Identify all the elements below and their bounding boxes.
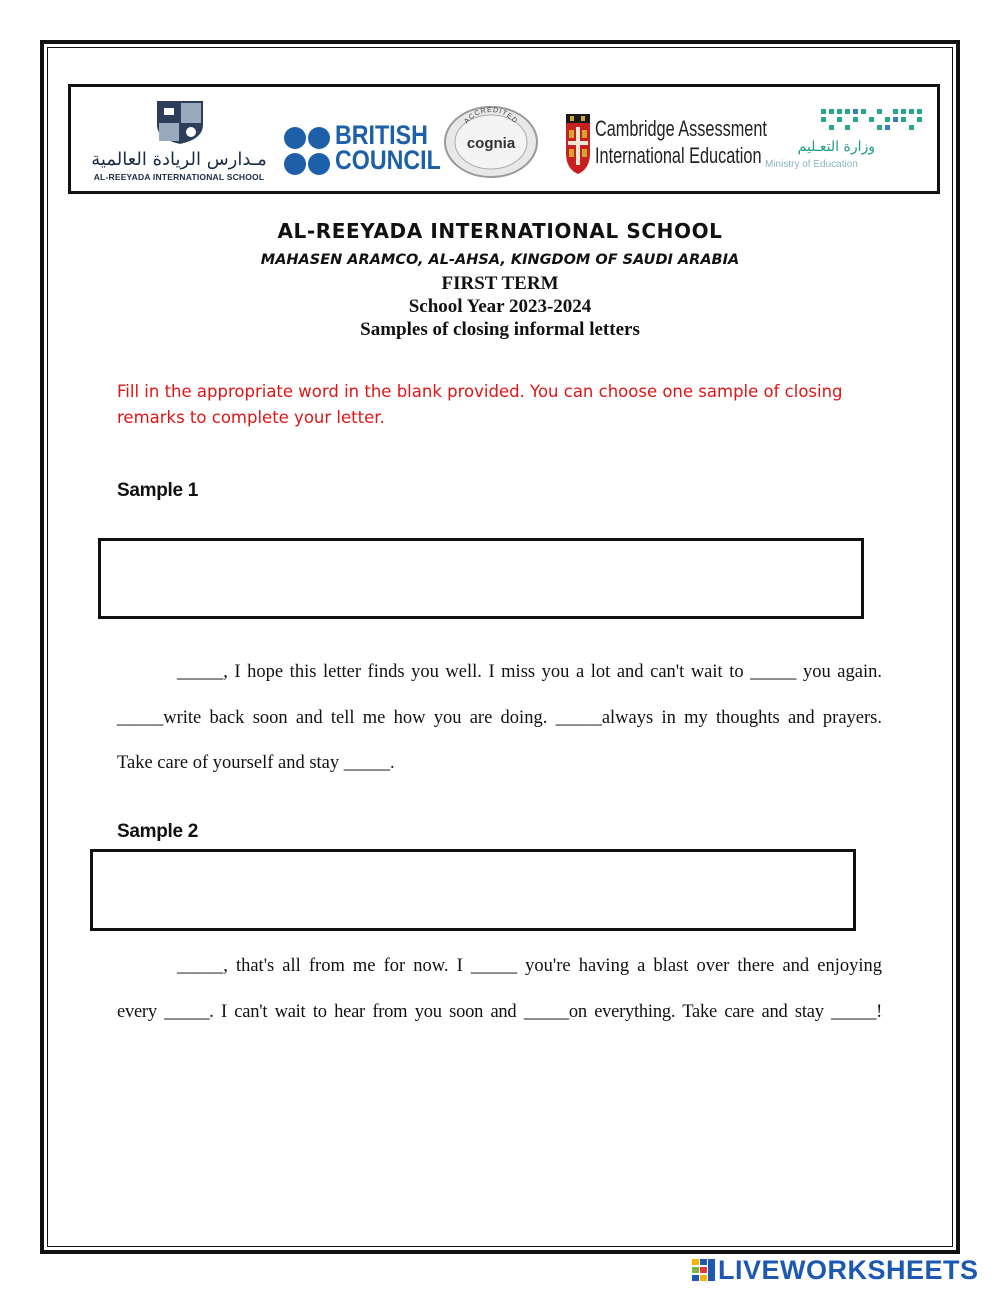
liveworksheets-wordmark: LIVEWORKSHEETS xyxy=(718,1255,979,1285)
sample-1-line-1: _____, I hope this letter finds you well. I miss you a lot and can't wait to _____ you again. xyxy=(177,662,882,682)
liveworksheets-blocks-icon xyxy=(692,1259,716,1281)
sample-2-line-1: _____, that's all from me for now. I _____ you're having a blast over there and enjoying xyxy=(177,956,882,976)
cognia-seal xyxy=(443,105,539,179)
school-name: AL-REEYADA INTERNATIONAL SCHOOL xyxy=(277,219,723,243)
school-address: MAHASEN ARAMCO, AL-AHSA, KINGDOM OF SAUDI ARABIA xyxy=(260,252,740,268)
sample-1-line-2: _____write back soon and tell me how you are doing. _____always in my thoughts and prayers. xyxy=(117,708,882,728)
sample-1-line-3: Take care of yourself and stay _____. xyxy=(117,753,395,773)
sample-2-heading: Sample 2 xyxy=(117,821,199,842)
term-label: FIRST TERM xyxy=(441,273,559,294)
reeyada-arabic-name: مـدارس الريادة العالمية xyxy=(91,149,267,170)
british-council-line2: COUNCIL xyxy=(335,145,441,175)
sample-2-line-2: every _____. I can't wait to hear from you soon and _____on everything. Take care and stay _____! xyxy=(117,1002,882,1022)
british-council-wordmark xyxy=(335,120,441,175)
cambridge-wordmark xyxy=(595,115,767,169)
logo-banner xyxy=(68,84,940,194)
british-council-line1: BRITISH xyxy=(335,120,428,150)
ministry-english-name: Ministry of Education xyxy=(765,159,858,170)
cognia-name: cognia xyxy=(466,135,516,152)
instructions: Fill in the appropriate word in the blank provided. You can choose one sample of closing remarks to complete your letter. xyxy=(117,382,843,427)
sample-1-heading: Sample 1 xyxy=(117,480,199,501)
reeyada-english-name: AL-REEYADA INTERNATIONAL SCHOOL xyxy=(93,172,265,182)
cognia-accredited-text: ACCREDITED xyxy=(463,106,519,126)
british-council-dots-icon xyxy=(283,125,331,177)
worksheet-subtitle: Samples of closing informal letters xyxy=(360,319,640,340)
cambridge-line2: International Education xyxy=(595,143,762,168)
ministry-dots-icon xyxy=(819,107,929,133)
cambridge-line1: Cambridge Assessment xyxy=(595,116,767,141)
cambridge-shield-icon xyxy=(565,113,591,175)
ministry-arabic-name: وزارة التعـليم xyxy=(797,139,875,155)
sample-2-answer-box[interactable] xyxy=(90,849,856,931)
school-year: School Year 2023-2024 xyxy=(408,296,592,317)
sample-1-answer-box[interactable] xyxy=(98,538,864,619)
reeyada-shield-icon xyxy=(155,99,205,145)
